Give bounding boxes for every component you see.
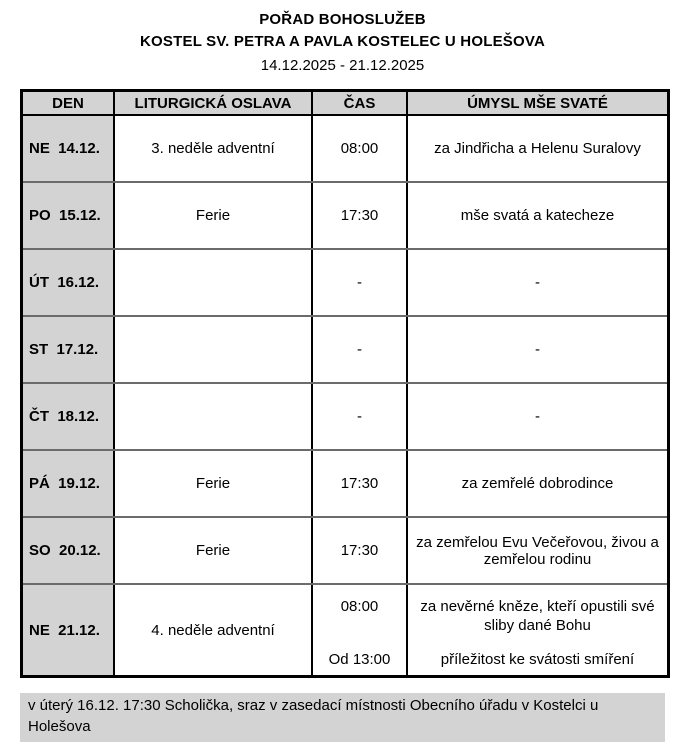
day-cell: ČT 18.12. (23, 384, 115, 449)
celebration-cell (115, 384, 313, 449)
day-cell: NE 14.12. (23, 116, 115, 181)
intention-cell: za zemřelé dobrodince (461, 475, 614, 493)
time-cell (313, 585, 408, 675)
day-cell: ÚT 16.12. (23, 250, 115, 315)
page-title: POŘAD BOHOSLUŽEB (259, 11, 426, 28)
intention-cell (408, 585, 667, 675)
table-row-po-15 (23, 181, 667, 248)
table-header-row (23, 92, 667, 116)
table-row-so-20 (23, 516, 667, 583)
celebration-cell: 4. neděle adventní (115, 585, 313, 675)
time-cell: 17:30 (313, 451, 408, 516)
day-cell: SO 20.12. (23, 518, 115, 583)
table-row-pa-19 (23, 449, 667, 516)
date-range: 14.12.2025 - 21.12.2025 (260, 56, 425, 74)
intention-cell: za zemřelou Evu Večeřovou, živou a zemřelou rodinu (416, 533, 659, 568)
time-morning: 08:00 (340, 598, 379, 616)
celebration-cell: 3. neděle adventní (115, 116, 313, 181)
intention-cell: za Jindřicha a Helenu Suralovy (434, 140, 641, 158)
time-cell: 17:30 (313, 518, 408, 583)
column-header-intention: ÚMYSL MŠE SVATÉ (408, 92, 667, 114)
day-cell: NE 21.12. (23, 585, 115, 675)
intention-cell: mše svatá a katecheze (460, 207, 615, 225)
intention-cell: - (535, 274, 540, 292)
time-cell: - (313, 250, 408, 315)
table-row-ct-18 (23, 382, 667, 449)
celebration-cell: Ferie (115, 183, 313, 248)
time-cell: - (313, 384, 408, 449)
footer-note: v úterý 16.12. 17:30 Scholička, sraz v zasedací místnosti Obecního úřadu v Kostelci u Holešova (20, 693, 665, 742)
day-cell: PO 15.12. (23, 183, 115, 248)
intention-afternoon: příležitost ke svátosti smíření (440, 651, 635, 669)
intention-cell: - (535, 341, 540, 359)
table-row-st-17 (23, 315, 667, 382)
celebration-cell: Ferie (115, 451, 313, 516)
schedule-table (20, 89, 670, 678)
page-subtitle: KOSTEL SV. PETRA A PAVLA KOSTELEC U HOLEŠOVA (140, 32, 545, 50)
column-header-time: ČAS (313, 92, 408, 114)
time-cell: - (313, 317, 408, 382)
celebration-cell (115, 317, 313, 382)
table-row-ut-16 (23, 248, 667, 315)
table-row-ne-21 (23, 583, 667, 675)
intention-morning: za nevěrné kněze, kteří opustili své sliby dané Bohu (420, 598, 655, 634)
time-cell: 17:30 (313, 183, 408, 248)
time-afternoon: Od 13:00 (328, 651, 391, 669)
column-header-day: DEN (23, 92, 115, 114)
day-cell: PÁ 19.12. (23, 451, 115, 516)
day-cell: ST 17.12. (23, 317, 115, 382)
celebration-cell: Ferie (115, 518, 313, 583)
column-header-celebration: LITURGICKÁ OSLAVA (115, 92, 313, 114)
time-cell: 08:00 (313, 116, 408, 181)
table-row-ne-14 (23, 116, 667, 181)
celebration-cell (115, 250, 313, 315)
intention-cell: - (535, 408, 540, 426)
title-block (0, 0, 685, 76)
